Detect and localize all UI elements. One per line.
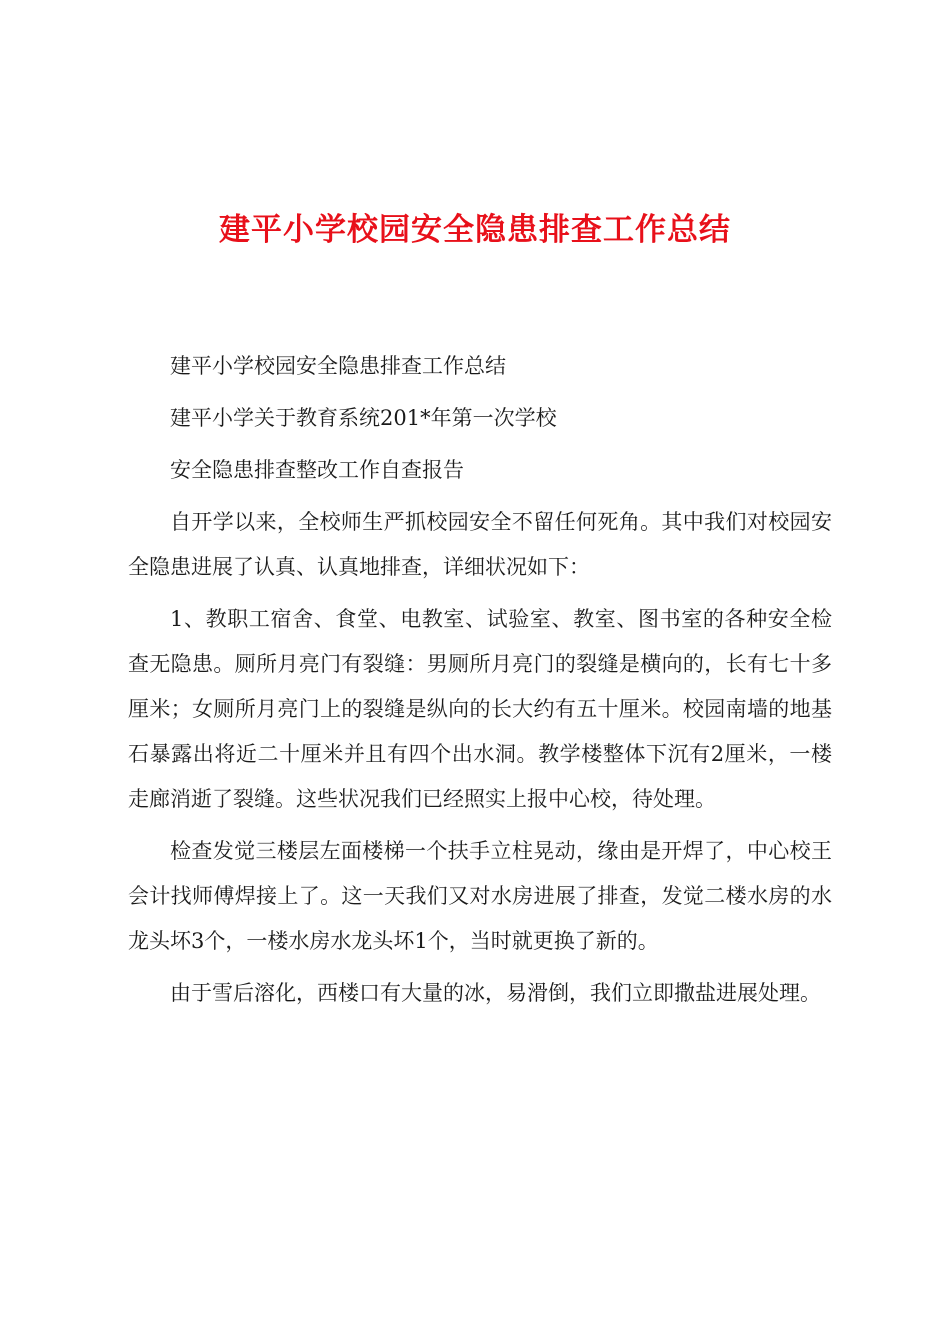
paragraph-intro: 自开学以来，全校师生严抓校园安全不留任何死角。其中我们对校园安全隐患进展了认真、认真地排查，详细状况如下： — [128, 510, 832, 579]
document-body — [128, 344, 832, 1023]
paragraph-item-1: 1、教职工宿舍、食堂、电教室、试验室、教室、图书室的各种安全检查无隐患。厕所月亮门有裂缝：男厕所月亮门的裂缝是横向的，长有七十多厘米；女厕所月亮门上的裂缝是纵向的长大约有五十厘米。校园南墙的地基石暴露出将近二十厘米并且有四个出水洞。教学楼整体下沉有2厘米，一楼走廊消逝了裂缝。这些状况我们已经照实上报中心校，待处理。 — [128, 607, 832, 811]
paragraph-inspection: 检查发觉三楼层左面楼梯一个扶手立柱晃动，缘由是开焊了，中心校王会计找师傅焊接上了。这一天我们又对水房进展了排查，发觉二楼水房的水龙头坏3个，一楼水房水龙头坏1个，当时就更换了新的。 — [128, 839, 832, 953]
document-title: 建平小学校园安全隐患排查工作总结 — [219, 212, 731, 248]
body-subheading-line-2: 安全隐患排查整改工作自查报告 — [170, 458, 464, 482]
paragraph-ice: 由于雪后溶化，西楼口有大量的冰，易滑倒，我们立即撒盐进展处理。 — [170, 981, 821, 1005]
body-subheading-line-1: 建平小学关于教育系统201*年第一次学校 — [170, 406, 557, 430]
body-heading-line: 建平小学校园安全隐患排查工作总结 — [170, 354, 506, 378]
